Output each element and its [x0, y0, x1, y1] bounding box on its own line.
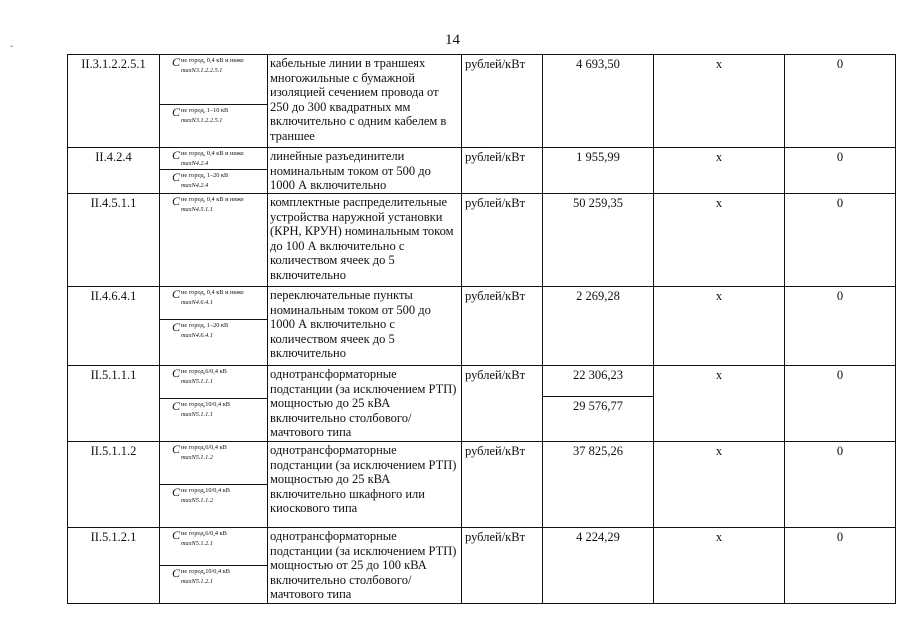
unit-of-measure: рублей/кВт	[462, 55, 543, 148]
rate-symbol	[160, 366, 267, 398]
rate-symbol-subscript: maxN4.6.4.1	[181, 299, 214, 306]
rate-symbol-letter: C	[172, 105, 181, 119]
rate-symbol-letter: C	[172, 194, 181, 208]
rate-symbol-superscript: не город, 0,4 кВ и ниже	[181, 57, 244, 64]
rate-symbol	[160, 319, 267, 364]
price-value: 29 576,77	[543, 396, 653, 441]
rate-symbol-subscript: maxN3.1.2.2.5.1	[181, 117, 223, 124]
price-value: 37 825,26	[573, 444, 623, 458]
rate-symbol-subscript: maxN3.1.2.2.5.1	[181, 67, 223, 74]
rate-symbol-superscript: не город, 1–20 кВ	[181, 322, 229, 329]
rate-symbol	[160, 565, 267, 602]
rate-symbol-superscript: не город, 1–20 кВ	[181, 172, 229, 179]
price-value: 4 693,50	[576, 57, 620, 71]
price-cell	[543, 528, 654, 604]
rate-symbol-superscript: не город,10/0,4 кВ	[181, 401, 230, 408]
price-cell	[543, 366, 654, 442]
unit-of-measure: рублей/кВт	[462, 194, 543, 287]
rate-symbol-letter: C	[172, 366, 181, 380]
item-code: II.5.1.1.2	[68, 442, 160, 528]
zero-value: 0	[785, 528, 896, 604]
rate-symbol	[160, 169, 267, 192]
rate-symbol-letter: C	[172, 399, 181, 413]
rate-symbol	[160, 442, 267, 484]
unit-of-measure: рублей/кВт	[462, 528, 543, 604]
rate-symbol-superscript: не город,6/0,4 кВ	[181, 368, 227, 375]
rate-symbol-superscript: не город, 0,4 кВ и ниже	[181, 196, 244, 203]
item-description: однотрансформаторные подстанции (за исключением РТП) мощностью до 25 кВА включительно столбового/мачтового типа	[268, 366, 462, 442]
price-value: 1 955,99	[576, 150, 620, 164]
price-cell	[543, 287, 654, 366]
rate-symbol	[160, 148, 267, 169]
price-cell	[543, 55, 654, 148]
table-row	[68, 148, 896, 194]
rate-symbol-subscript: maxN5.1.1.2	[181, 454, 214, 461]
zero-value: 0	[785, 366, 896, 442]
rate-symbol-superscript: не город,10/0,4 кВ	[181, 568, 230, 575]
zero-value: 0	[785, 55, 896, 148]
x-marker: x	[654, 528, 785, 604]
rate-symbol	[160, 194, 267, 285]
item-code: II.4.2.4	[68, 148, 160, 194]
rate-symbol-letter: C	[172, 528, 181, 542]
unit-of-measure: рублей/кВт	[462, 287, 543, 366]
unit-of-measure: рублей/кВт	[462, 366, 543, 442]
rate-symbol-letter: C	[172, 442, 181, 456]
price-value: 50 259,35	[573, 196, 623, 210]
rate-symbol-letter: C	[172, 485, 181, 499]
rate-symbol	[160, 104, 267, 146]
price-cell	[543, 148, 654, 194]
scan-artifact-mark: ˇ	[10, 44, 13, 54]
rate-symbol	[160, 55, 267, 104]
rate-symbol-superscript: не город, 1–10 кВ	[181, 107, 229, 114]
item-description: кабельные линии в траншеях многожильные с бумажной изоляцией сечением провода от 250 до 300 квадратных мм включительно с одним кабелем в траншее	[268, 55, 462, 148]
rate-symbol-cell	[160, 55, 268, 148]
rate-symbol-subscript: maxN4.2.4	[181, 160, 209, 167]
rate-symbol-superscript: не город, 0,4 кВ и ниже	[181, 289, 244, 296]
rate-symbol-cell	[160, 528, 268, 604]
rate-symbol-cell	[160, 366, 268, 442]
item-description: однотрансформаторные подстанции (за исключением РТП) мощностью от 25 до 100 кВА включительно столбового/мачтового типа	[268, 528, 462, 604]
item-description: линейные разъединители номинальным током от 500 до 1000 А включительно	[268, 148, 462, 194]
rate-symbol-letter: C	[172, 55, 181, 69]
rate-symbol-subscript: maxN5.1.1.1	[181, 411, 214, 418]
rate-symbol-superscript: не город,10/0,4 кВ	[181, 487, 230, 494]
rate-symbol-letter: C	[172, 170, 181, 184]
table-row	[68, 55, 896, 148]
zero-value: 0	[785, 287, 896, 366]
rate-symbol-letter: C	[172, 148, 181, 162]
item-description: переключательные пункты номинальным током от 500 до 1000 А включительно с количеством ячеек до 5 включительно	[268, 287, 462, 366]
unit-of-measure: рублей/кВт	[462, 442, 543, 528]
x-marker: x	[654, 366, 785, 442]
rate-symbol-subscript: maxN5.1.1.2	[181, 497, 214, 504]
price-cell	[543, 442, 654, 528]
rate-symbol-subscript: maxN5.1.1.1	[181, 378, 214, 385]
rate-symbol-subscript: maxN4.5.1.1	[181, 206, 214, 213]
rate-symbol-subscript: maxN5.1.2.1	[181, 540, 214, 547]
zero-value: 0	[785, 148, 896, 194]
item-code: II.4.5.1.1	[68, 194, 160, 287]
x-marker: x	[654, 194, 785, 287]
rate-symbol	[160, 398, 267, 441]
rate-symbol-cell	[160, 442, 268, 528]
zero-value: 0	[785, 442, 896, 528]
x-marker: x	[654, 442, 785, 528]
table-row	[68, 194, 896, 287]
rate-symbol-superscript: не город, 0,4 кВ и ниже	[181, 150, 244, 157]
rate-symbol-cell	[160, 194, 268, 287]
x-marker: x	[654, 287, 785, 366]
zero-value: 0	[785, 194, 896, 287]
tariff-table	[67, 54, 896, 604]
item-description: однотрансформаторные подстанции (за исключением РТП) мощностью до 25 кВА включительно шкафного или киоскового типа	[268, 442, 462, 528]
rate-symbol-cell	[160, 148, 268, 194]
rate-symbol-subscript: maxN4.2.4	[181, 182, 209, 189]
rate-symbol-cell	[160, 287, 268, 366]
rate-symbol-superscript: не город,6/0,4 кВ	[181, 530, 227, 537]
price-value: 22 306,23	[573, 368, 623, 382]
x-marker: x	[654, 148, 785, 194]
item-code: II.5.1.1.1	[68, 366, 160, 442]
item-description: комплектные распределительные устройства наружной установки (КРН, КРУН) номинальным током до 100 А включительно с количеством ячеек до 5 включительно	[268, 194, 462, 287]
price-value: 2 269,28	[576, 289, 620, 303]
rate-symbol-superscript: не город,6/0,4 кВ	[181, 444, 227, 451]
rate-symbol-letter: C	[172, 566, 181, 580]
unit-of-measure: рублей/кВт	[462, 148, 543, 194]
price-cell	[543, 194, 654, 287]
x-marker: x	[654, 55, 785, 148]
rate-symbol-letter: C	[172, 320, 181, 334]
table-row	[68, 442, 896, 528]
rate-symbol-letter: C	[172, 287, 181, 301]
rate-symbol	[160, 528, 267, 565]
rate-symbol-subscript: maxN4.6.4.1	[181, 332, 214, 339]
rate-symbol	[160, 287, 267, 319]
table-row	[68, 366, 896, 442]
item-code: II.3.1.2.2.5.1	[68, 55, 160, 148]
page-number: 14	[445, 32, 460, 48]
table-row	[68, 287, 896, 366]
rate-symbol-subscript: maxN5.1.2.1	[181, 578, 214, 585]
price-value: 4 224,29	[576, 530, 620, 544]
table-row	[68, 528, 896, 604]
item-code: II.4.6.4.1	[68, 287, 160, 366]
item-code: II.5.1.2.1	[68, 528, 160, 604]
rate-symbol	[160, 484, 267, 526]
